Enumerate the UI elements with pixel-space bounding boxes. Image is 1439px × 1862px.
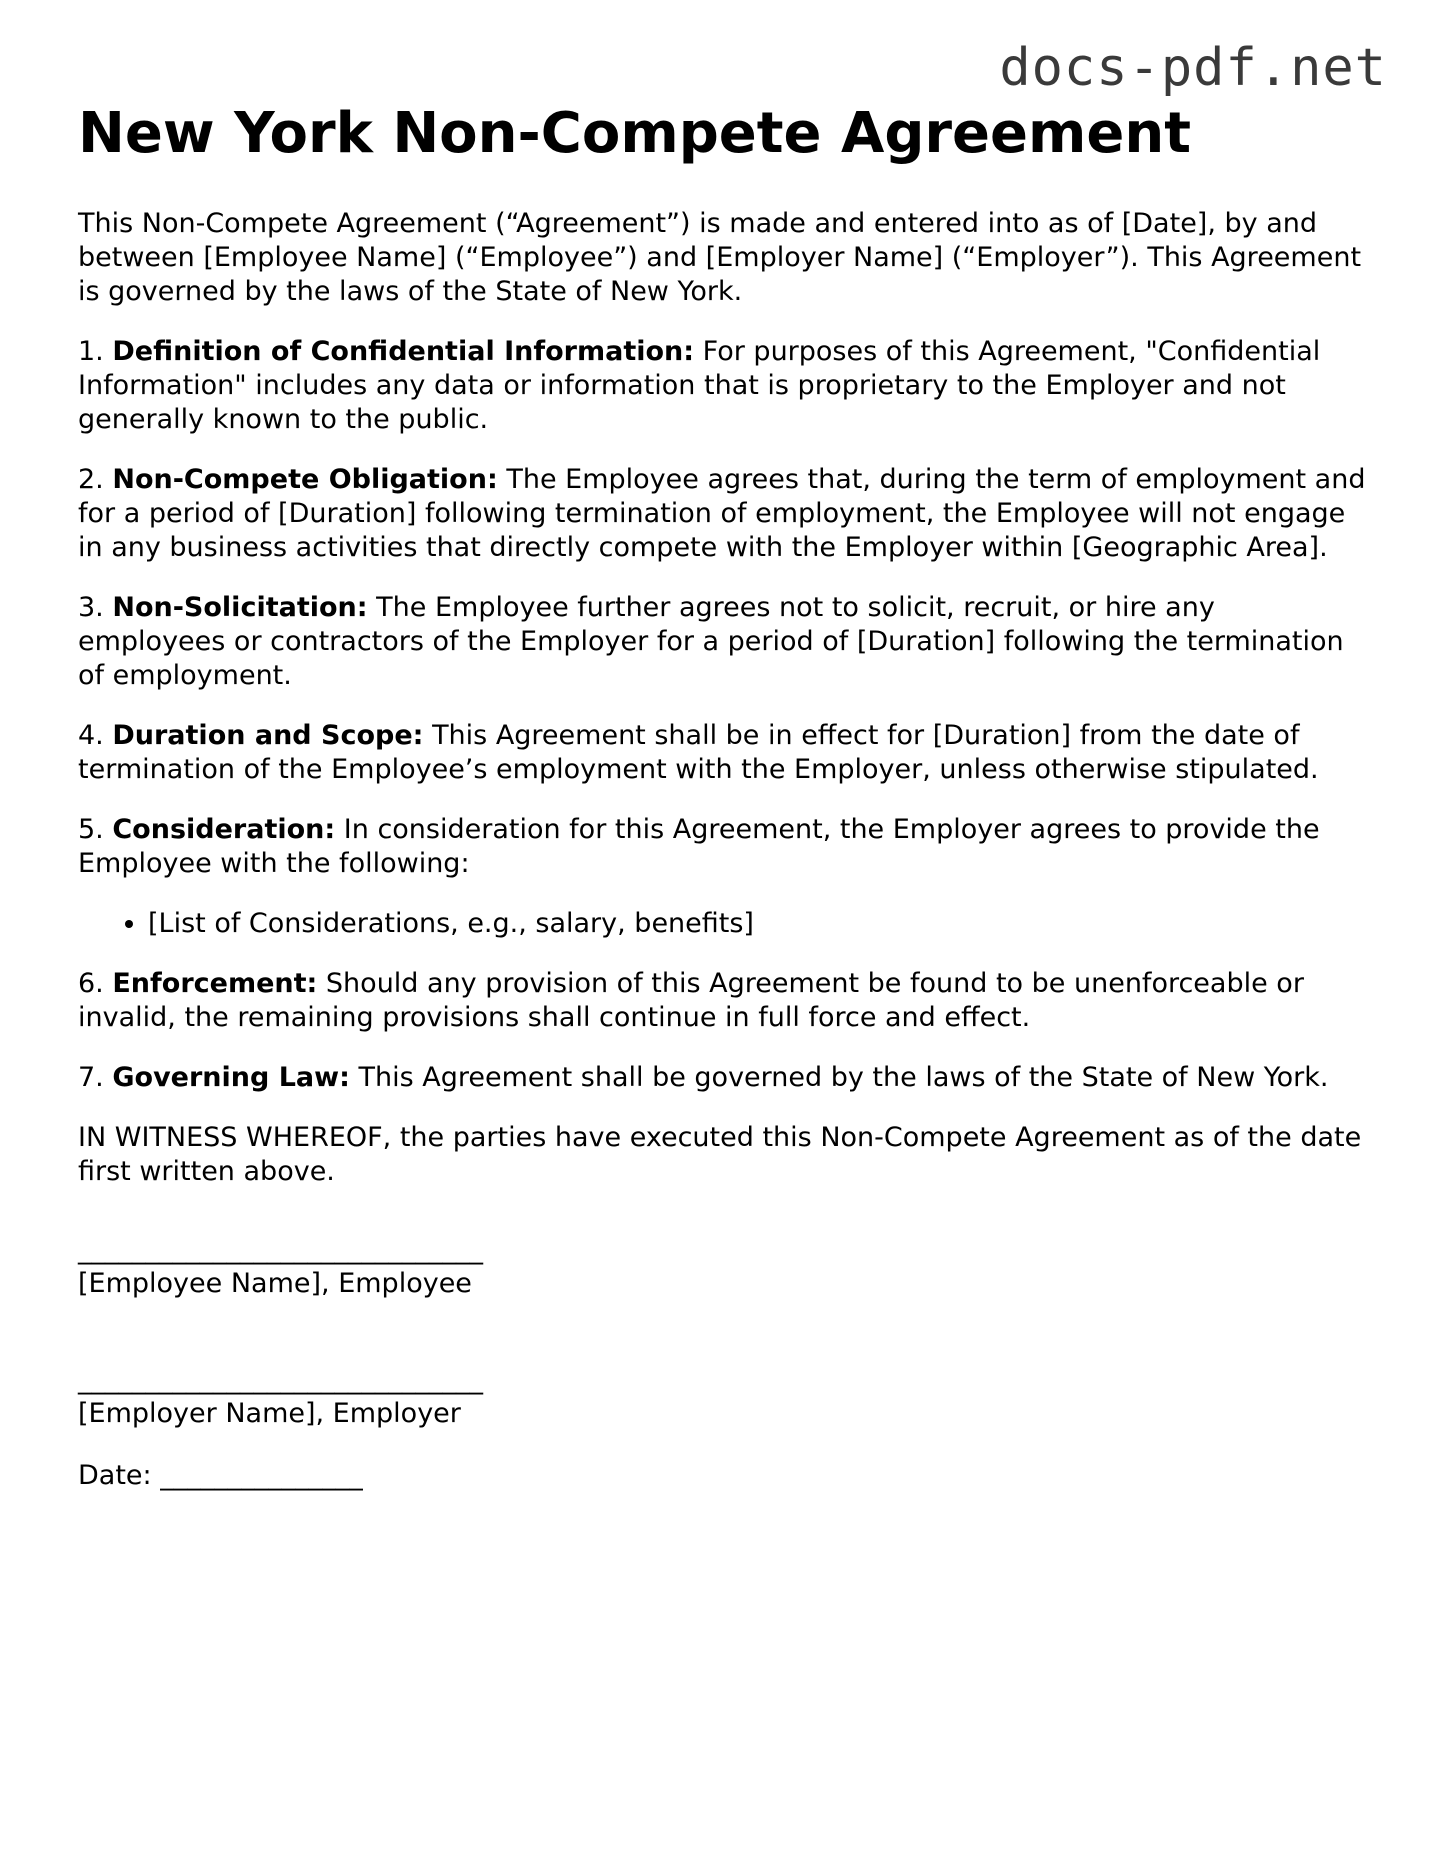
section-text: The Employee agrees that, during the term of employment and for a period of [Duration] following termination of employment, the Employee will not engage in any business activities that directly compete with the Employer within [Geographic Area]. [78,464,1366,564]
employee-signature-block [78,1233,1368,1301]
section-number: 7. [78,1062,104,1094]
witness-paragraph: IN WITNESS WHEREOF, the parties have executed this Non-Compete Agreement as of the date first written above. [78,1122,1362,1188]
signature-line: ______________________________ [78,1234,483,1266]
section-5 [78,813,1368,881]
employer-signature-block [78,1363,1368,1431]
section-heading: Definition of Confidential Information: [112,336,695,368]
date-line: Date: _______________ [78,1460,363,1492]
section-text: Should any provision of this Agreement be found to be unenforceable or invalid, the remaining provisions shall continue in full force and effect. [78,968,1304,1034]
section-heading: Duration and Scope: [112,720,424,752]
section-heading: Governing Law: [112,1062,350,1094]
intro-paragraph: This Non-Compete Agreement (“Agreement”) is made and entered into as of [Date], by and between [Employee Name] (“Employee”) and [Employer Name] (“Employer”). This Agreement is governed by the laws of the State of New York. [78,208,1362,308]
section-text: The Employee further agrees not to solicit, recruit, or hire any employees or contractors of the Employer for a period of [Duration] following the termination of employment. [78,592,1344,692]
signature-line: ______________________________ [78,1364,483,1396]
section-2 [78,463,1368,565]
section-heading: Enforcement: [112,968,318,1000]
section-6 [78,967,1368,1035]
section-number: 5. [78,814,104,846]
section-number: 1. [78,336,104,368]
section-7 [78,1061,1368,1095]
watermark: docs-pdf.net [999,38,1387,98]
section-number: 4. [78,720,104,752]
list-item: • [List of Considerations, e.g., salary, benefits] [148,907,1368,941]
section-heading: Non-Solicitation: [112,592,368,624]
section-3 [78,591,1368,693]
section-heading: Non-Compete Obligation: [112,464,498,496]
section-text: For purposes of this Agreement, "Confidential Information" includes any data or information that is proprietary to the Employer and not generally known to the public. [78,336,1321,436]
section-number: 2. [78,464,104,496]
considerations-list [78,907,1368,941]
document-title: New York Non-Compete Agreement [78,101,1191,166]
document-page [78,100,1368,1493]
employer-signature-label: [Employer Name], Employer [78,1398,461,1430]
section-text: This Agreement shall be governed by the laws of the State of New York. [358,1062,1329,1094]
section-number: 3. [78,592,104,624]
section-1 [78,335,1368,437]
section-4 [78,719,1368,787]
employee-signature-label: [Employee Name], Employee [78,1268,472,1300]
section-number: 6. [78,968,104,1000]
section-text: In consideration for this Agreement, the Employer agrees to provide the Employee with the following: [78,814,1320,880]
section-text: This Agreement shall be in effect for [Duration] from the date of termination of the Employee’s employment with the Employer, unless otherwise stipulated. [78,720,1319,786]
section-heading: Consideration: [112,814,336,846]
